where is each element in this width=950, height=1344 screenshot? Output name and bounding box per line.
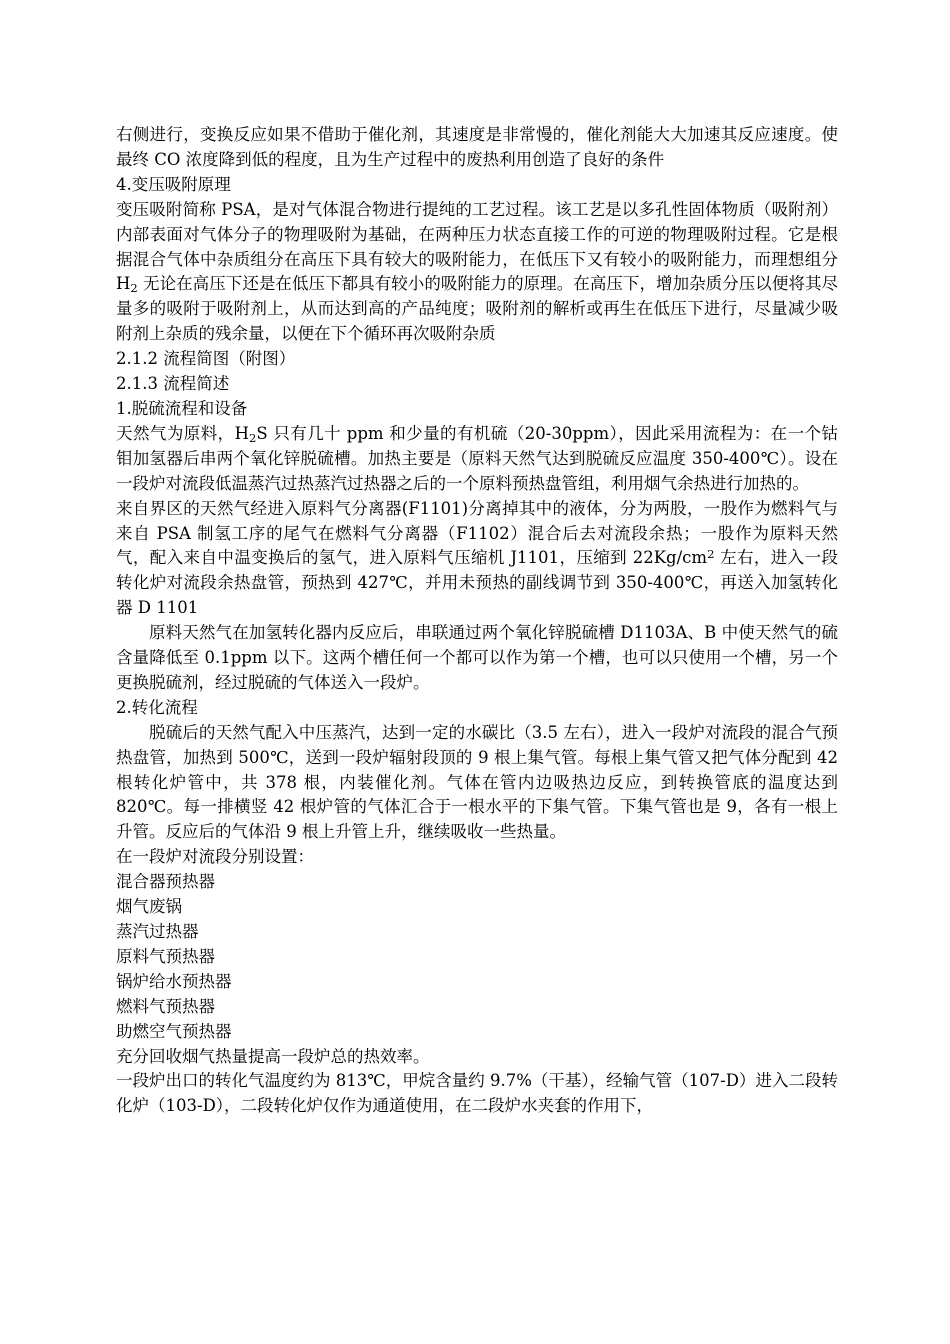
paragraph-psa-description: 变压吸附简称 PSA，是对气体混合物进行提纯的工艺过程。该工艺是以多孔性固体物质（吸附剂）内部表面对气体分子的物理吸附为基础，在两种压力状态直接工作的可逆的物理吸附过程。它是根据混合气体中杂质组分在高压下具有较大的吸附能力，在低压下又有较小的吸附能力，而理想组分 $H_2$ 无论在高压下还是在低压下都具有较小的吸附能力的原理。在高压下，增加杂质分压以便将其尽量多的吸附于吸附剂上，从而达到高的产品纯度；吸附剂的解析或再生在低压下进行，尽量减少吸附剂上杂质的残余量，以便在下个循环再次吸附杂质	[116, 199, 838, 344]
heading-psa-principle: 4.变压吸附原理	[116, 174, 231, 194]
paragraph-zinc-oxide-beds: 原料天然气在加氢转化器内反应后，串联通过两个氧化锌脱硫槽 D1103A、B 中使天然气的硫含量降低至 0.1ppm 以下。这两个槽任何一个都可以作为第一个槽，也可以只使用一个槽，另一个更换脱硫剂，经过脱硫的气体送入一段炉。	[116, 623, 838, 692]
paragraph-reforming-description: 脱硫后的天然气配入中压蒸汽，达到一定的水碳比（3.5 左右），进入一段炉对流段的混合气预热盘管，加热到 500℃，送到一段炉辐射段顶的 9 根上集气管。每根上集气管又把气体分配到 42 根转化炉管中，共 378 根，内装催化剂。气体在管内边吸热边反应，到转换管底的温度达到 820℃。每一排横竖 42 根炉管的气体汇合于一根水平的下集气管。下集气管也是 9，各有一根上升管。反应后的气体沿 9 根上升管上升，继续吸收一些热量。	[116, 722, 838, 842]
heading-flow-diagram: 2.1.2 流程简图（附图）	[116, 349, 296, 369]
list-item: 蒸汽过热器	[116, 922, 199, 941]
paragraph-feed-gas-route: 来自界区的天然气经进入原料气分离器(F1101)分离掉其中的液体，分为两股，一股作为燃料气与来自 PSA 制氢工序的尾气在燃料气分离器（F1102）混合后去对流段余热；一股作为原料天然气，配入来自中温变换后的氢气，进入原料气压缩机 J1101，压缩到 $22Kg/cm^2$ 左右，进入一段转化炉对流段余热盘管，预热到 427℃，并用未预热的副线调节到 350-400℃，再送入加氢转化器 D 1101	[116, 498, 838, 618]
paragraph-shift-reaction: 右侧进行，变换反应如果不借助于催化剂，其速度是非常慢的，催化剂能大大加速其反应速度。使最终 CO 浓度降到低的程度，且为生产过程中的废热利用创造了良好的条件	[116, 125, 838, 169]
list-item: 混合器预热器	[116, 872, 215, 892]
paragraph-primary-reformer-outlet: 一段炉出口的转化气温度约为 813℃，甲烷含量约 9.7%（干基），经输气管（107-D）进入二段转化炉（103-D），二段转化炉仅作为通道使用，在二段炉水夹套的作用下，	[116, 1071, 838, 1116]
paragraph-convection-section: 在一段炉对流段分别设置：	[116, 847, 314, 867]
heading-flow-description: 2.1.3 流程简述	[116, 374, 230, 394]
heading-reforming-flow: 2.转化流程	[116, 697, 198, 717]
paragraph-desulfurization-intro: 天然气为原料，$H_2S$ 只有几十 ppm 和少量的有机硫（20-30ppm），因此采用流程为：在一个钴钼加氢器后串两个氧化锌脱硫槽。加热主要是（原料天然气达到脱硫反应温度 350-400℃）。设在一段炉对流段低温蒸汽过热蒸汽过热器之后的一个原料预热盘管组，利用烟气余热进行加热的。	[116, 423, 839, 493]
list-item: 燃料气预热器	[116, 996, 215, 1016]
heading-desulfurization: 1.脱硫流程和设备	[116, 398, 248, 418]
document-page	[116, 123, 838, 1119]
list-item: 助燃空气预热器	[116, 1021, 232, 1041]
list-item: 原料气预热器	[116, 946, 215, 966]
paragraph-heat-recovery: 充分回收烟气热量提高一段炉总的热效率。	[116, 1046, 430, 1066]
list-item: 烟气废锅	[116, 897, 182, 917]
list-item: 锅炉给水预热器	[116, 971, 232, 991]
